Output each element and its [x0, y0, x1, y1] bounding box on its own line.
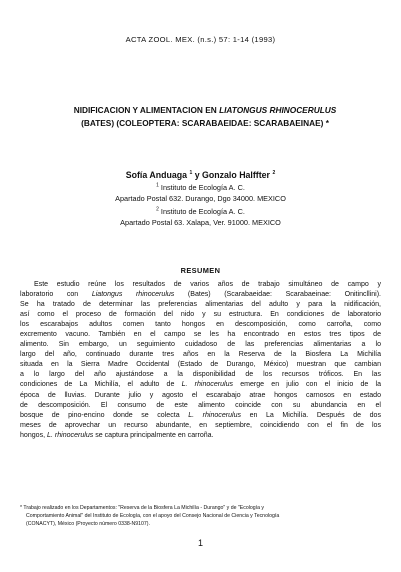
title-line2: (BATES) (COLEOPTERA: SCARABAEIDAE: SCARABAEINAE)	[81, 118, 324, 128]
abstract-line: largo del año, continuado durante tres años en la Reserva de la Biosfera La Michilía	[20, 351, 381, 359]
affiliation-sup: 2	[156, 206, 159, 213]
affiliation-address: Apartado Postal 63. Xalapa, Ver. 91000. MEXICO	[120, 218, 281, 227]
author-list	[0, 170, 401, 180]
abstract-line: los escarabajos adultos comen tanto hongos en descomposición, como carroña, como	[20, 321, 381, 329]
abstract-line: época de lluvias. Durante julio y agosto el escarabajo atrae hongos carnosos en estado	[20, 391, 381, 399]
affiliation-2	[0, 206, 401, 228]
affiliation-address: Apartado Postal 632. Durango, Dgo 34000. MEXICO	[115, 194, 286, 203]
footnote	[20, 504, 381, 528]
species-name: Liatongus rhinocerulus	[91, 291, 175, 299]
author-connector: y	[192, 170, 203, 180]
author-name: Gonzalo Halffter	[202, 170, 270, 180]
footnote-line: Comportamiento Animal" del Instituto de Ecología, con el apoyo del Consejo Nacional de Ciencia y Tecnología	[26, 513, 280, 519]
title-line1-prefix: NIDIFICACION Y ALIMENTACION EN	[73, 105, 220, 115]
footnote-line: (CONACYT), México (Proyecto número 0338-N9107).	[26, 521, 150, 527]
abstract-line: alimento. Sin embargo, un seguimiento cuidadoso de las preferencias alimentarias a lo	[20, 341, 381, 349]
author-affiliation-sup: 2	[272, 170, 276, 177]
affiliation-sup: 1	[156, 182, 159, 189]
species-name: L. rhinocerulus	[47, 431, 94, 439]
species-name: L. rhinocerulus	[188, 411, 242, 419]
footnote-line: * Trabajo realizado en los Departamentos: "Reserva de la Biosfera La Michilía - Durango" y de "Ecología y	[20, 505, 264, 511]
species-name: L. rhinocerulus	[181, 381, 234, 389]
article-title	[40, 104, 370, 130]
abstract-line: de descomposición. El consumo de este alimento coincide con su abundancia en el	[20, 401, 381, 409]
title-footnote-marker: *	[325, 118, 329, 128]
abstract-line: hongos, L. rhinocerulus se captura principalmente en carroña.	[20, 431, 214, 439]
abstract-line: así como el proceso de formación del nido y su estructura. En condiciones de laboratorio	[20, 311, 381, 319]
abstract-line: laboratorio con Liatongus rhinocerulus (Bates) (Scarabaeidae: Scarabaeinae: Onitincllini).	[20, 291, 381, 299]
abstract-line: Este estudio reúne los resultados de varios años de trabajo simultáneo de campo y	[34, 281, 381, 288]
affiliation-institute-text: Instituto de Ecología A. C.	[160, 207, 245, 216]
page-number: 1	[197, 538, 203, 548]
abstract-body	[20, 280, 381, 441]
abstract-line: a lo largo del año ajustándose a la disponibilidad de los recursos tróficos. En las	[20, 371, 381, 379]
abstract-heading: RESUMEN	[180, 266, 221, 275]
affiliation-1	[0, 182, 401, 204]
affiliation-institute	[0, 182, 401, 193]
affiliation-institute-text: Instituto de Ecología A. C.	[160, 183, 245, 192]
affiliation-institute	[0, 206, 401, 217]
author-name: Sofía Anduaga	[125, 170, 188, 180]
abstract-line: condiciones de La Michilía, el adulto de L. rhinocerulus emerge en julio con el inicio de la	[20, 381, 381, 389]
author-affiliation-sup: 1	[189, 170, 193, 177]
abstract-line: excremento vacuno. También en el campo se les ha encontrado en estos tres tipos de	[20, 331, 381, 339]
journal-reference: ACTA ZOOL. MEX. (n.s.) 57: 1-14 (1993)	[125, 35, 276, 44]
abstract-line: meses de aprovechar un recurso abundante, en septiembre, coincidiendo con el fin de los	[20, 421, 381, 429]
abstract-line: situada en la Sierra Madre Occidental (Estado de Durango, México) muestran que cambian	[20, 361, 381, 369]
title-species-name: LIATONGUS RHINOCERULUS	[219, 105, 337, 115]
abstract-line: Se ha tratado de determinar las preferencias alimentarias del adulto y para la nidificación,	[20, 301, 381, 309]
abstract-line: bosque de pino-encino donde se colecta L. rhinocerulus en La Michilía. Después de dos	[20, 411, 381, 419]
